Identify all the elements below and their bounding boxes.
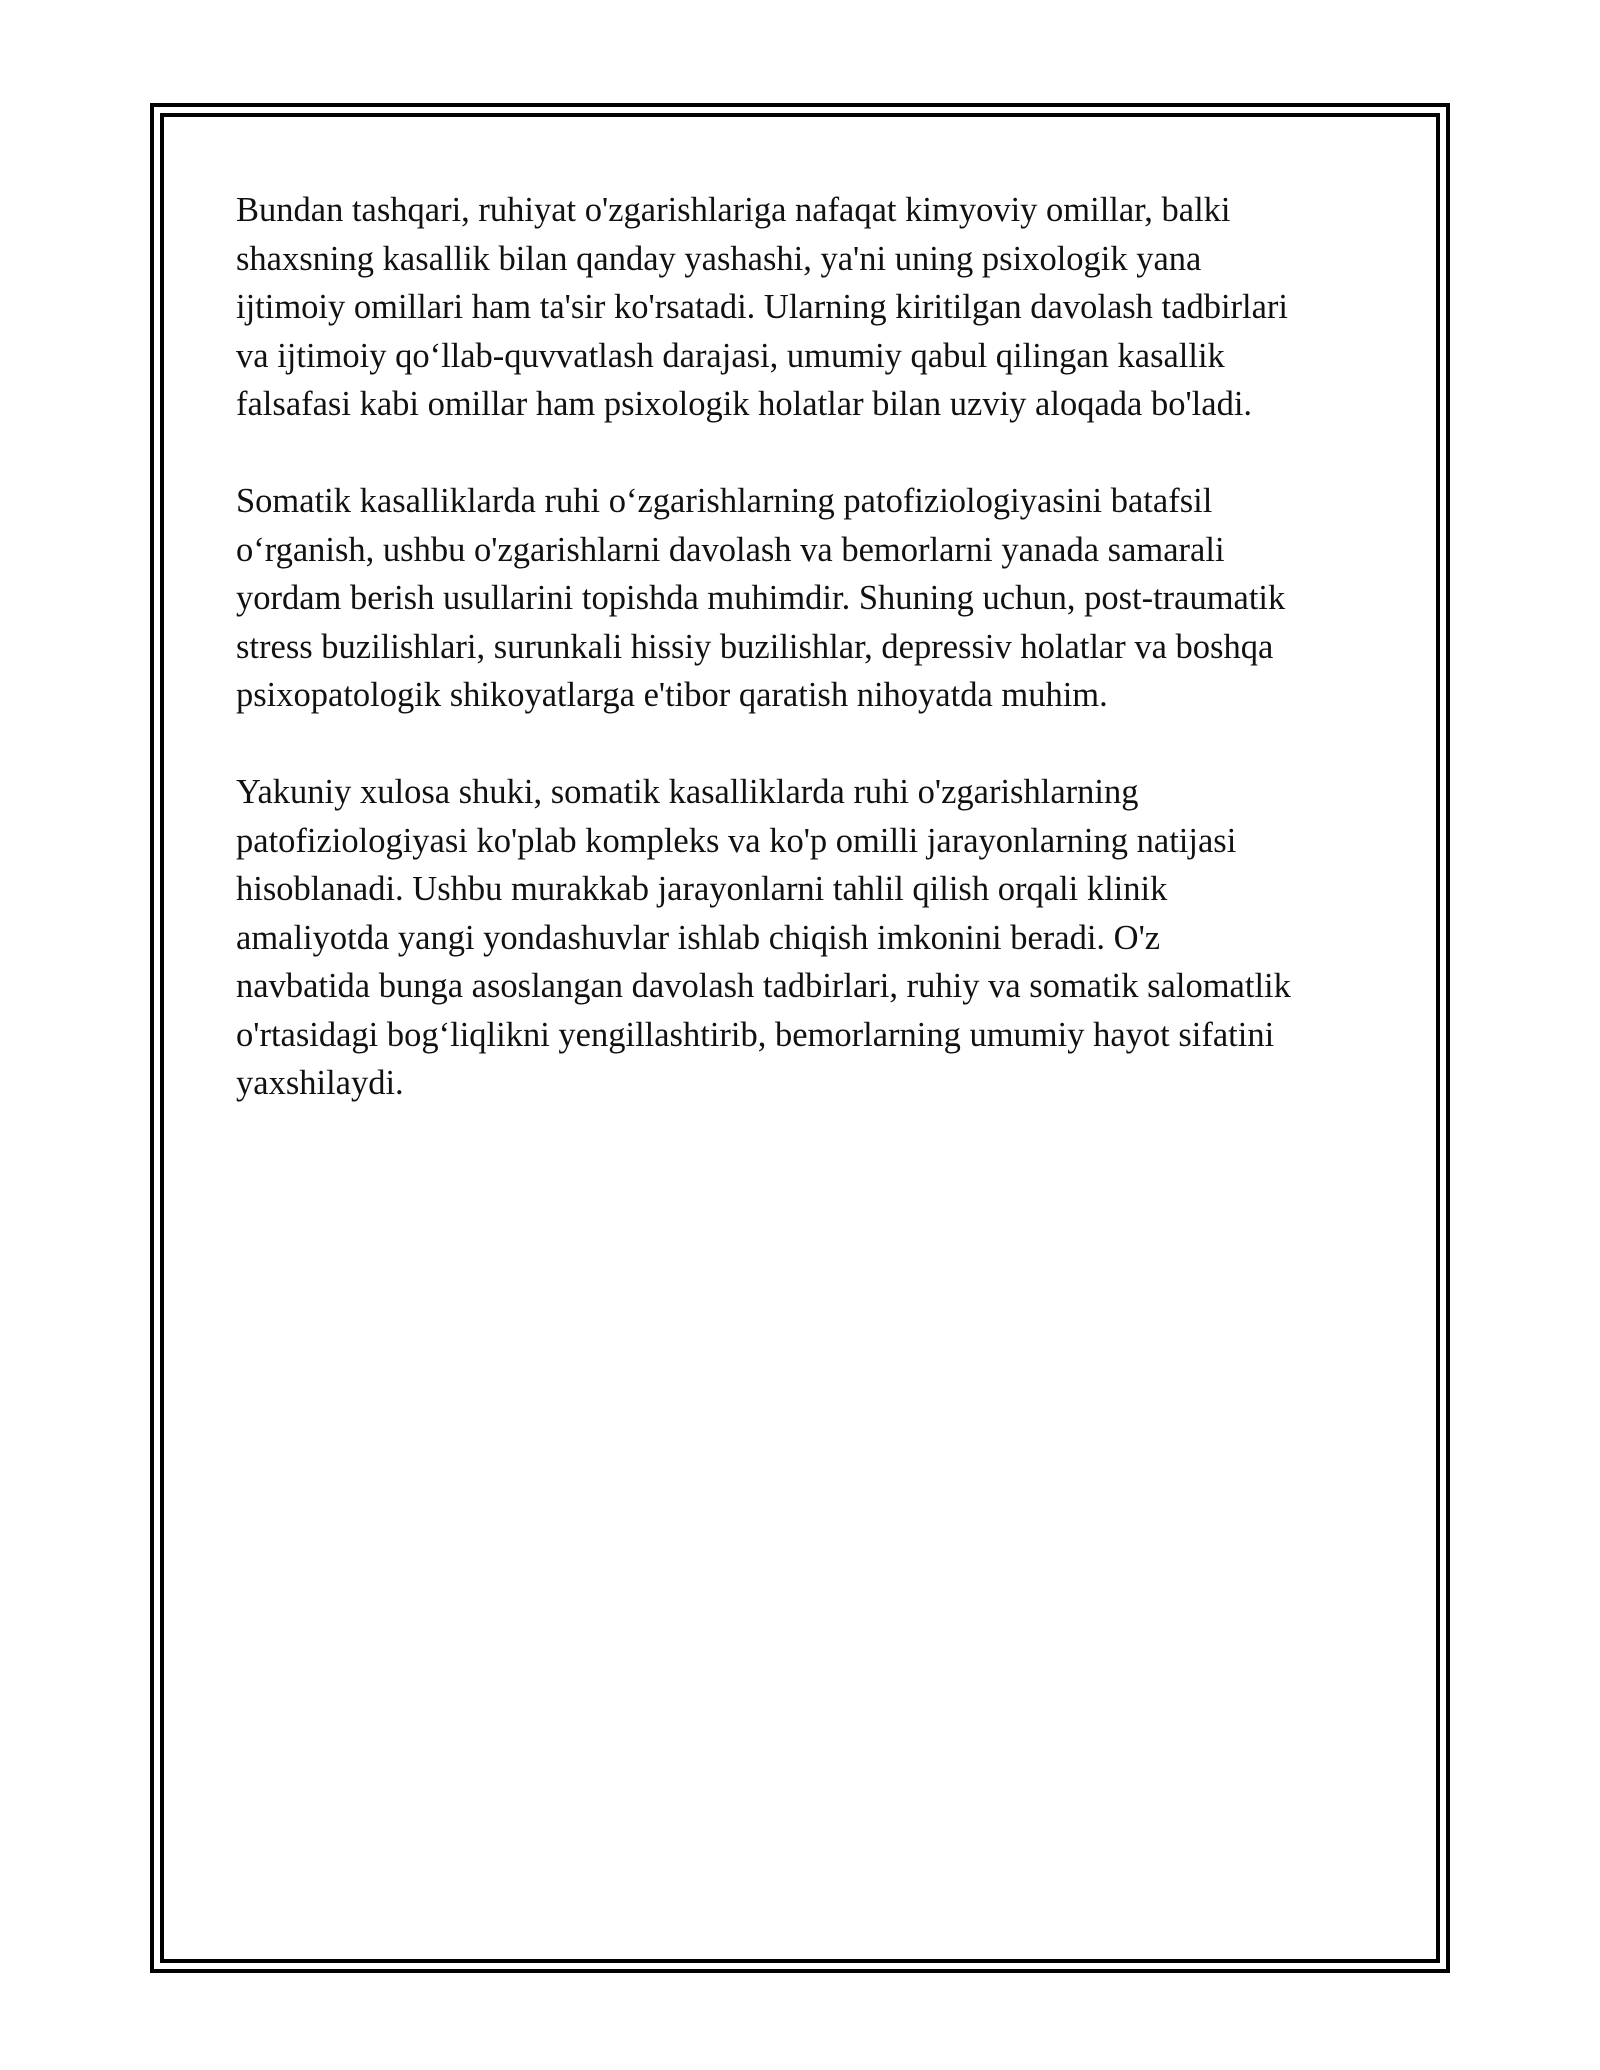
paragraph-line: stress buzilishlari, surunkali hissiy buzilishlar, depressiv holatlar va boshqa [236,627,1274,666]
paragraph-line: navbatida bunga asoslangan davolash tadbirlari, ruhiy va somatik salomatlik [236,967,1291,1005]
paragraph-1 [236,186,1366,429]
paragraph-line: shaxsning kasallik bilan qanday yashashi, ya'ni uning psixologik yana [236,239,1202,278]
paragraph-2 [236,477,1366,720]
paragraph-line: Yakuniy xulosa shuki, somatik kasalliklarda ruhi o'zgarishlarning [236,773,1139,811]
paragraph-line: falsafasi kabi omillar ham psixologik holatlar bilan uzviy aloqada bo'ladi. [236,385,1253,423]
paragraph-line: psixopatologik shikoyatlarga e'tibor qaratish nihoyatda muhim. [236,676,1108,714]
paragraph-3 [236,768,1366,1108]
paragraph-line: o'rtasidagi bog‘liqlikni yengillashtirib, bemorlarning umumiy hayot sifatini [236,1015,1275,1054]
paragraph-line: va ijtimoiy qo‘llab-quvvatlash darajasi, umumiy qabul qilingan kasallik [236,336,1225,375]
paragraph-line: ijtimoiy omillari ham ta'sir ko'rsatadi. Ularning kiritilgan davolash tadbirlari [236,288,1288,326]
paragraph-line: yordam berish usullarini topishda muhimdir. Shuning uchun, post-traumatik [236,579,1286,617]
paragraph-line: amaliyotda yangi yondashuvlar ishlab chiqish imkonini beradi. O'z [236,918,1161,957]
paragraph-line: o‘rganish, ushbu o'zgarishlarni davolash va bemorlarni yanada samarali [236,530,1225,569]
paragraph-line: yaxshilaydi. [236,1064,404,1102]
document-body [236,186,1366,1156]
paragraph-line: Somatik kasalliklarda ruhi o‘zgarishlarning patofiziologiyasini batafsil [236,482,1213,520]
paragraph-line: patofiziologiyasi ko'plab kompleks va ko'p omilli jarayonlarning natijasi [236,821,1237,860]
paragraph-line: Bundan tashqari, ruhiyat o'zgarishlariga nafaqat kimyoviy omillar, balki [236,191,1231,229]
paragraph-line: hisoblanadi. Ushbu murakkab jarayonlarni tahlil qilish orqali klinik [236,870,1168,908]
